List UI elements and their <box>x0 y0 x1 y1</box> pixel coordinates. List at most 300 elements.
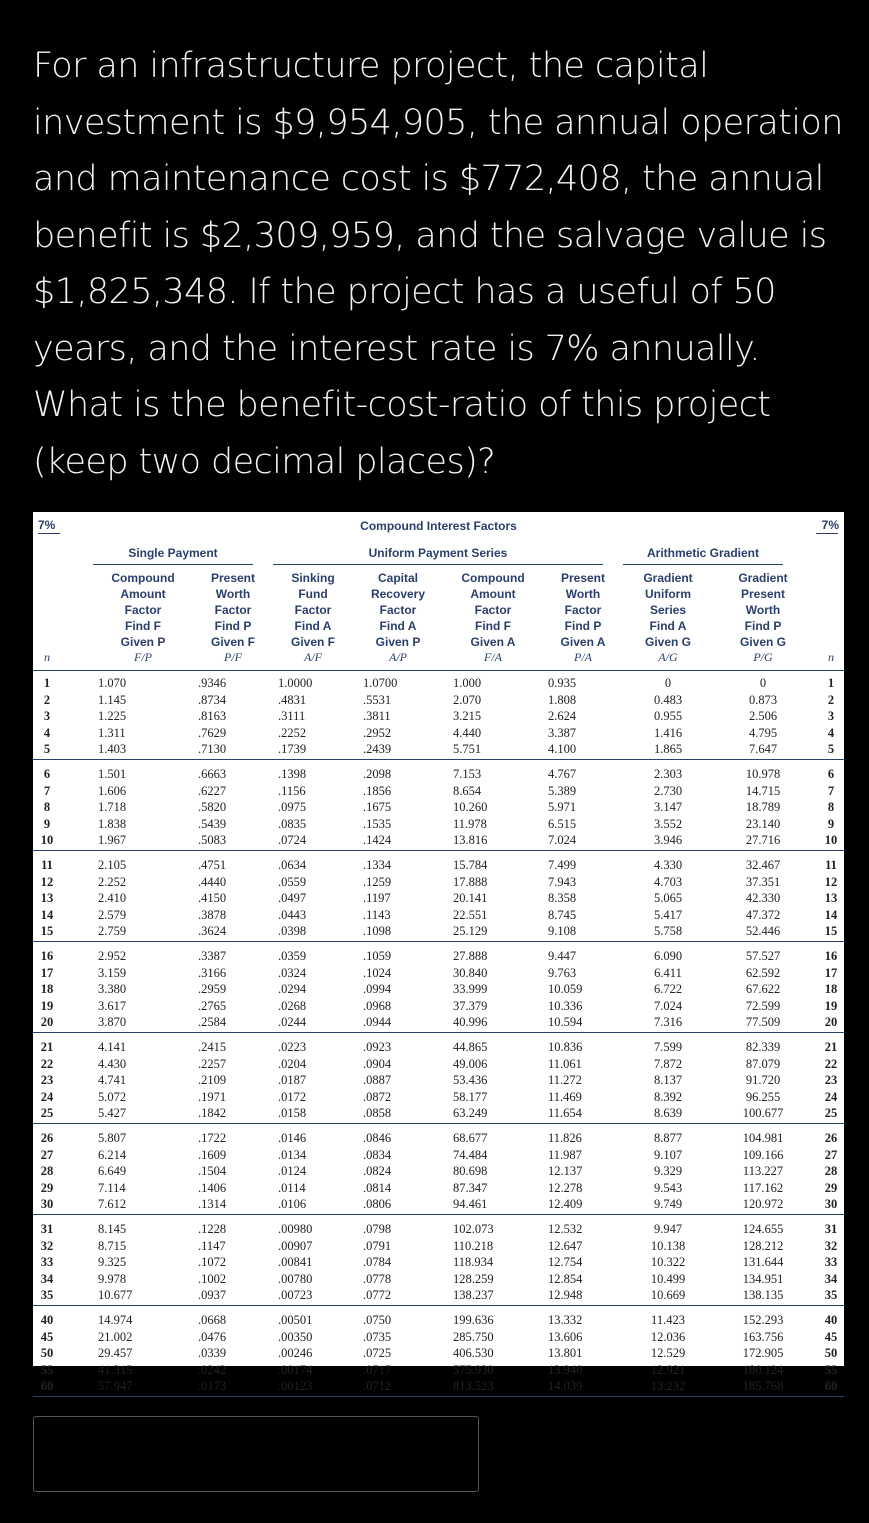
table-cell: .2765 <box>198 998 227 1013</box>
table-cell: 37.351 <box>745 874 781 889</box>
table-cell: 14 <box>40 907 54 922</box>
table-cell: 31 <box>824 1222 838 1236</box>
column-symbol: F/P <box>134 650 152 664</box>
table-cell: 28 <box>824 1164 838 1178</box>
table-cell: 0 <box>664 676 672 690</box>
table-cell: 4.100 <box>548 742 577 756</box>
table-cell: 23.140 <box>745 816 781 831</box>
table-cell: .00841 <box>278 1255 313 1269</box>
column-header <box>633 570 703 650</box>
table-cell: 49.006 <box>453 1056 488 1071</box>
table-cell: 2.730 <box>653 783 683 798</box>
table-cell: 3.159 <box>98 965 127 980</box>
table-cell: 91.720 <box>745 1073 781 1087</box>
table-cell: 104.981 <box>742 1131 784 1145</box>
table-cell: .0339 <box>198 1346 227 1360</box>
table-cell: 18 <box>40 982 54 996</box>
table-cell: 33 <box>824 1255 838 1269</box>
header-line: Factor <box>294 603 332 617</box>
row-block <box>33 1220 844 1306</box>
header-line: Given G <box>644 635 691 649</box>
table-cell: 10.836 <box>548 1040 583 1054</box>
column-symbol: A/G <box>658 650 678 664</box>
table-cell: .0944 <box>363 1015 392 1029</box>
table-cell: 17 <box>824 965 838 980</box>
table-cell: 22.551 <box>453 907 488 922</box>
table-row <box>33 858 844 873</box>
table-cell: .0114 <box>278 1180 306 1195</box>
table-cell: 21.002 <box>98 1329 133 1344</box>
table-row <box>33 1197 844 1212</box>
table-cell: 1.967 <box>98 833 127 847</box>
table-cell: 35 <box>40 1288 54 1302</box>
table-cell: 24 <box>40 1089 54 1104</box>
table-cell: .0725 <box>363 1346 392 1360</box>
table-cell: 113.227 <box>742 1164 784 1178</box>
table-cell: 72.599 <box>745 998 781 1013</box>
table-cell: .0223 <box>278 1040 307 1054</box>
table-cell: 33 <box>40 1255 54 1269</box>
table-row <box>33 767 844 782</box>
table-cell: .0735 <box>363 1329 392 1344</box>
header-line: Find P <box>214 619 252 633</box>
table-cell: .1856 <box>363 783 392 798</box>
table-cell: .7629 <box>198 725 227 740</box>
table-cell: .1535 <box>363 816 392 831</box>
table-cell: 74.484 <box>453 1147 488 1162</box>
table-cell: 6.214 <box>98 1147 127 1162</box>
table-cell: .0172 <box>278 1089 307 1104</box>
table-cell: .1098 <box>363 924 392 938</box>
table-cell: 1.0700 <box>363 676 398 690</box>
table-cell: 3 <box>43 709 51 723</box>
table-cell: 285.750 <box>453 1329 494 1344</box>
table-cell: 180.124 <box>742 1362 784 1377</box>
table-cell: 185.768 <box>742 1379 784 1393</box>
header-line: Compound <box>461 571 525 585</box>
table-cell: 10 <box>40 833 54 847</box>
table-cell: .00123 <box>278 1379 313 1393</box>
table-cell: 9.108 <box>548 924 577 938</box>
header-line: Factor <box>124 603 162 617</box>
table-cell: 80.698 <box>453 1164 488 1178</box>
table-cell: .1059 <box>363 949 392 963</box>
column-symbol: P/A <box>574 650 592 664</box>
table-cell: 12.409 <box>548 1197 583 1211</box>
table-cell: 30 <box>40 1197 54 1211</box>
table-cell: 16 <box>40 949 54 963</box>
table-cell: 2.952 <box>98 949 127 963</box>
table-cell: 12.278 <box>548 1180 583 1195</box>
table-cell: .0146 <box>278 1131 307 1145</box>
table-cell: 110.218 <box>453 1238 494 1253</box>
table-cell: .0242 <box>198 1362 227 1377</box>
table-cell: 8 <box>43 800 51 814</box>
table-cell: 13 <box>824 891 838 905</box>
table-cell: 13.232 <box>650 1379 686 1393</box>
table-cell: 4 <box>827 725 835 740</box>
column-symbol: P/G <box>753 650 773 664</box>
group-uniform-series: Uniform Payment Series <box>368 546 508 560</box>
table-cell: .1971 <box>198 1089 227 1104</box>
table-cell: 34 <box>40 1271 54 1286</box>
table-cell: 128.212 <box>742 1238 784 1253</box>
table-row <box>33 1379 844 1394</box>
header-line: Given P <box>120 635 166 649</box>
table-cell: 6.090 <box>653 949 683 963</box>
table-row <box>33 1090 844 1105</box>
table-cell: 60 <box>824 1379 838 1393</box>
table-cell: 15 <box>40 924 54 938</box>
table-cell: .1398 <box>278 767 307 781</box>
header-line: Factor <box>564 603 602 617</box>
table-cell: 33.999 <box>453 982 488 996</box>
table-cell: 62.592 <box>745 965 781 980</box>
rate-label-left: 7% <box>38 518 56 532</box>
table-cell: 5.389 <box>548 783 577 798</box>
table-cell: 1.403 <box>98 742 127 756</box>
rule <box>816 533 838 534</box>
table-cell: 1 <box>43 676 51 690</box>
table-cell: 9.329 <box>653 1164 683 1178</box>
table-cell: 55 <box>824 1362 838 1377</box>
table-cell: .0244 <box>278 1015 307 1029</box>
table-cell: 11.423 <box>651 1313 685 1327</box>
table-cell: 7.024 <box>653 998 683 1013</box>
table-cell: 0.873 <box>748 692 778 707</box>
header-line: Given A <box>560 635 606 649</box>
table-cell: 13.606 <box>548 1329 583 1344</box>
answer-input[interactable] <box>33 1416 479 1492</box>
table-cell: .1842 <box>198 1106 227 1120</box>
table-cell: 55 <box>40 1362 54 1377</box>
table-cell: 27.716 <box>745 833 781 847</box>
table-cell: .0975 <box>278 800 307 814</box>
table-cell: 30 <box>824 1197 838 1211</box>
table-cell: 32 <box>824 1238 838 1253</box>
table-cell: 128.259 <box>453 1271 494 1286</box>
table-cell: 0.935 <box>548 676 577 690</box>
table-cell: 27 <box>40 1147 54 1162</box>
table-cell: .0835 <box>278 816 307 831</box>
table-cell: .1314 <box>198 1197 227 1211</box>
table-cell: .1504 <box>198 1164 227 1178</box>
table-cell: .0124 <box>278 1164 307 1178</box>
table-cell: .1197 <box>363 891 391 905</box>
table-cell: .0784 <box>363 1255 392 1269</box>
table-cell: .0187 <box>278 1073 307 1087</box>
table-cell: 58.177 <box>453 1089 488 1104</box>
column-header <box>723 570 803 650</box>
table-row <box>33 1073 844 1088</box>
table-cell: 11.978 <box>453 816 487 831</box>
table-cell: 25 <box>824 1106 838 1120</box>
table-cell: 4.795 <box>748 725 778 740</box>
table-cell: 25 <box>40 1106 54 1120</box>
table-cell: 6 <box>43 767 51 781</box>
table-cell: 23 <box>824 1073 838 1087</box>
table-cell: 406.530 <box>453 1346 494 1360</box>
column-header <box>278 570 348 650</box>
table-cell: 2.759 <box>98 924 127 938</box>
table-cell: 7.316 <box>653 1015 683 1029</box>
table-cell: 1.808 <box>548 692 577 707</box>
table-cell: 12.754 <box>548 1255 583 1269</box>
table-cell: .3624 <box>198 924 227 938</box>
table-cell: 7.872 <box>653 1056 683 1071</box>
table-cell: .9346 <box>198 676 227 690</box>
table-cell: .00980 <box>278 1222 313 1236</box>
table-cell: 28 <box>40 1164 54 1178</box>
table-cell: 12.647 <box>548 1238 583 1253</box>
table-cell: .2584 <box>198 1015 227 1029</box>
table-cell: .2415 <box>198 1040 227 1054</box>
table-cell: 117.162 <box>742 1180 784 1195</box>
table-cell: .2098 <box>363 767 392 781</box>
table-cell: .00907 <box>278 1238 313 1253</box>
header-line: Given F <box>290 635 335 649</box>
table-cell: 27.888 <box>453 949 488 963</box>
table-cell: 29 <box>40 1180 54 1195</box>
table-row <box>33 1164 844 1179</box>
table-cell: 21 <box>824 1040 838 1054</box>
table-cell: 5.807 <box>98 1131 127 1145</box>
column-header <box>363 570 433 650</box>
table-cell: 68.677 <box>453 1131 488 1145</box>
table-cell: .0778 <box>363 1271 392 1286</box>
table-cell: 19 <box>40 998 54 1013</box>
table-cell: .0173 <box>198 1379 227 1393</box>
table-row <box>33 982 844 997</box>
rule <box>273 564 603 565</box>
table-cell: 1.606 <box>98 783 127 798</box>
table-cell: 77.509 <box>745 1015 781 1029</box>
table-cell: 109.166 <box>742 1147 784 1162</box>
header-line: Find F <box>125 619 161 633</box>
header-line: Recovery <box>370 587 426 601</box>
table-cell: 40 <box>40 1313 54 1327</box>
table-cell: 12.948 <box>548 1288 583 1302</box>
table-cell: 12.036 <box>650 1329 686 1344</box>
header-line: Given P <box>375 635 421 649</box>
table-cell: 124.655 <box>742 1222 784 1236</box>
table-row <box>33 1106 844 1121</box>
header-line: Gradient <box>738 571 788 585</box>
table-cell: 2.579 <box>98 907 127 922</box>
table-cell: 1.311 <box>98 725 126 740</box>
table-cell: 44.865 <box>453 1040 488 1054</box>
table-cell: .0134 <box>278 1147 307 1162</box>
table-cell: 10 <box>824 833 838 847</box>
table-cell: 31 <box>40 1222 54 1236</box>
table-row <box>33 1363 844 1378</box>
table-cell: 13.801 <box>548 1346 583 1360</box>
header-line: Factor <box>474 603 512 617</box>
table-cell: .1156 <box>278 783 306 798</box>
table-cell: 10.322 <box>650 1255 686 1269</box>
table-cell: 9.947 <box>653 1222 683 1236</box>
table-cell: 29 <box>824 1180 838 1195</box>
table-cell: 53.436 <box>453 1073 488 1087</box>
table-cell: 18.789 <box>745 800 781 814</box>
table-cell: 11.987 <box>548 1147 582 1162</box>
table-cell: 9 <box>43 816 51 831</box>
header-line: Find A <box>294 619 332 633</box>
table-cell: 7 <box>827 783 835 798</box>
header-line: Amount <box>470 587 516 601</box>
group-arithmetic-gradient: Arithmetic Gradient <box>646 546 760 560</box>
table-cell: 8.877 <box>653 1131 683 1145</box>
table-cell: 4.141 <box>98 1040 127 1054</box>
table-cell: 11.272 <box>548 1073 582 1087</box>
table-cell: 5 <box>43 742 51 756</box>
table-cell: 42.330 <box>745 891 781 905</box>
table-cell: 16 <box>824 949 838 963</box>
header-line: Fund <box>298 587 328 601</box>
header-line: Present <box>210 571 256 585</box>
compound-interest-table <box>33 512 844 1393</box>
table-cell: .2257 <box>198 1056 227 1071</box>
table-row <box>33 817 844 832</box>
table-cell: 813.523 <box>453 1379 494 1393</box>
table-cell: .1259 <box>363 874 392 889</box>
table-cell: 17 <box>40 965 54 980</box>
table-cell: 14.974 <box>98 1313 133 1327</box>
table-cell: 7.024 <box>548 833 577 847</box>
table-cell: .5820 <box>198 800 227 814</box>
table-cell: 21 <box>40 1040 54 1054</box>
table-cell: 1.501 <box>98 767 127 781</box>
table-cell: .3878 <box>198 907 227 922</box>
table-cell: .0798 <box>363 1222 392 1236</box>
table-cell: 12.137 <box>548 1164 583 1178</box>
table-cell: 5.072 <box>98 1089 127 1104</box>
table-cell: .0634 <box>278 858 307 872</box>
table-cell: 120.972 <box>742 1197 784 1211</box>
table-body <box>33 674 844 1402</box>
table-cell: 3.387 <box>548 725 577 740</box>
table-cell: 172.905 <box>742 1346 784 1360</box>
table-cell: 57.527 <box>745 949 781 963</box>
table-row <box>33 1040 844 1055</box>
table-cell: 6 <box>827 767 835 781</box>
column-symbol: A/P <box>389 650 407 664</box>
table-cell: 131.644 <box>742 1255 784 1269</box>
table-cell: .0791 <box>363 1238 392 1253</box>
table-cell: 8.745 <box>548 907 577 922</box>
table-cell: 10.669 <box>650 1288 686 1302</box>
table-cell: .00350 <box>278 1329 313 1344</box>
table-cell: 11.826 <box>548 1131 582 1145</box>
header-line: Compound <box>111 571 175 585</box>
table-cell: 8.654 <box>453 783 482 798</box>
table-cell: .3111 <box>278 709 306 723</box>
table-cell: 45 <box>40 1329 54 1344</box>
table-cell: 32.467 <box>745 858 781 872</box>
table-cell: 6.515 <box>548 816 577 831</box>
table-cell: 27 <box>824 1147 838 1162</box>
table-cell: 12.921 <box>650 1362 686 1377</box>
table-cell: .0712 <box>363 1379 392 1393</box>
table-row <box>33 875 844 890</box>
table-cell: 2.070 <box>453 692 482 707</box>
table-cell: 4.703 <box>653 874 683 889</box>
table-cell: .7130 <box>198 742 227 756</box>
row-block <box>33 765 844 851</box>
table-cell: .0324 <box>278 965 307 980</box>
table-row <box>33 1313 844 1328</box>
table-cell: 10.059 <box>548 982 583 996</box>
header-line: Capital <box>377 571 418 585</box>
table-cell: 100.677 <box>742 1106 784 1120</box>
header-line: Present <box>740 587 786 601</box>
table-cell: 8.145 <box>98 1222 127 1236</box>
table-cell: 1.416 <box>653 725 683 740</box>
column-symbol: n <box>44 650 50 664</box>
table-row <box>33 676 844 691</box>
table-cell: 9.763 <box>548 965 577 980</box>
table-cell: .5439 <box>198 816 227 831</box>
table-cell: .1739 <box>278 742 307 756</box>
table-cell: 8.392 <box>653 1089 683 1104</box>
table-cell: 10.499 <box>650 1271 686 1286</box>
table-cell: 1.0000 <box>278 676 313 690</box>
table-cell: 30.840 <box>453 965 488 980</box>
header-rule <box>33 670 844 671</box>
table-row <box>33 1148 844 1163</box>
table-cell: 3.870 <box>98 1015 127 1029</box>
table-cell: 10.138 <box>650 1238 686 1253</box>
table-cell: .2952 <box>363 725 392 740</box>
table-cell: 4.741 <box>98 1073 127 1087</box>
table-cell: 52.446 <box>745 924 781 938</box>
table-cell: .0106 <box>278 1197 307 1211</box>
table-cell: .0824 <box>363 1164 392 1178</box>
table-cell: 3.380 <box>98 982 127 996</box>
column-header <box>548 570 618 650</box>
table-cell: 26 <box>824 1131 838 1145</box>
table-topbar <box>33 512 844 536</box>
table-cell: 63.249 <box>453 1106 488 1120</box>
table-row <box>33 1222 844 1237</box>
table-cell: .0968 <box>363 998 392 1013</box>
header-line: Uniform <box>645 587 691 601</box>
table-cell: 20 <box>824 1015 838 1029</box>
table-row <box>33 742 844 757</box>
rule <box>93 564 253 565</box>
table-cell: 14.715 <box>745 783 781 798</box>
header-line: Gradient <box>643 571 693 585</box>
header-line: Series <box>649 603 687 617</box>
row-block <box>33 1129 844 1215</box>
table-cell: 20 <box>40 1015 54 1029</box>
table-cell: 7 <box>43 783 51 798</box>
table-cell: 45 <box>824 1329 838 1344</box>
table-cell: 2 <box>827 692 835 707</box>
table-cell: 14.039 <box>548 1379 583 1393</box>
table-cell: 11.654 <box>548 1106 582 1120</box>
table-cell: 3.946 <box>653 833 683 847</box>
table-cell: 11 <box>41 858 53 872</box>
table-cell: 6.411 <box>654 965 682 980</box>
table-row <box>33 709 844 724</box>
table-row <box>33 1330 844 1345</box>
table-cell: 5.751 <box>453 742 482 756</box>
table-cell: 13.816 <box>453 833 488 847</box>
table-cell: .4751 <box>198 858 227 872</box>
table-cell: .2252 <box>278 725 307 740</box>
table-cell: .0772 <box>363 1288 392 1302</box>
